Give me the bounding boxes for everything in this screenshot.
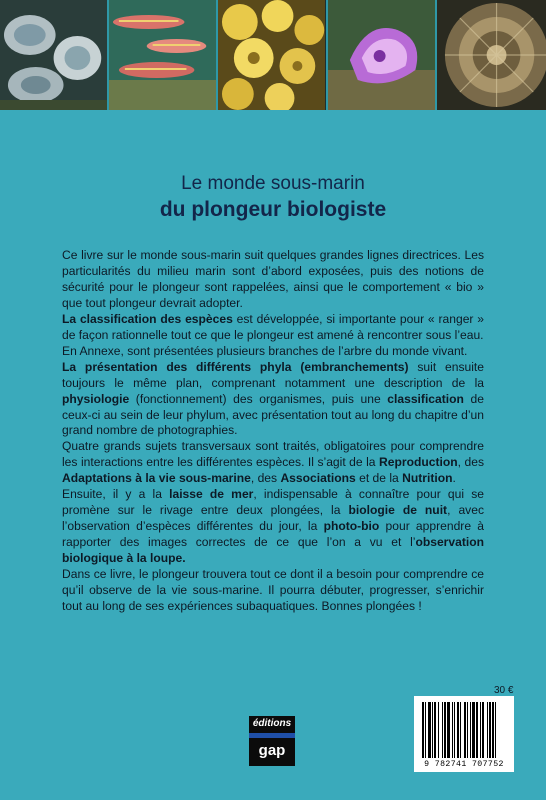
photo-yellow-sponges: [218, 0, 327, 110]
barcode: [414, 696, 514, 772]
paragraph-topics: Ensuite, il y a la laisse de mer, indispensable à connaître pour qui se promène sur le rivage entre deux plongées, la biologie de nuit, avec l’observation d’espèces différentes du jour, la photo-bio pour apprendre à rapporter des images correctes de ce que l’on a vu et l’observation biologique à la loupe.: [62, 487, 484, 566]
cover-title: [0, 172, 546, 224]
paragraph-classification: La classification des espèces est développée, si importante pour « ranger » de façon rationnelle tout ce que le plongeur est amené à rencontrer sous l’eau.: [62, 311, 485, 342]
photo-purple-nudibranch: [328, 0, 437, 110]
paragraph-subjects: Quatre grands sujets transversaux sont traités, obligatoires pour comprendre les interactions entre les différentes espèces. Il s’agit de la Reproduction, des Adaptations à la vie sous-marine, des Associations et de la Nutrition.: [62, 439, 484, 486]
title-line-1: Le monde sous-marin: [181, 173, 365, 194]
photo-red-mullet-fish: [109, 0, 218, 110]
isbn-number: 9 782741 707752: [424, 760, 504, 769]
title-line-2: du plongeur biologiste: [159, 198, 387, 221]
paragraph-conclusion: Dans ce livre, le plongeur trouvera tout ce dont il a besoin pour comprendre ce qu’il observe de la vie sous-marine. Il pourra débuter, progresser, s’enrichir tout au long de ses expériences subaquatiques. Bonnes plongées !: [62, 567, 484, 613]
photo-strip: [0, 0, 546, 110]
logo-editions-text: éditions: [252, 718, 292, 729]
back-cover-description: [62, 248, 484, 615]
logo-stripe: [249, 733, 295, 738]
barcode-bars: [420, 702, 508, 758]
paragraph-annexe: En Annexe, sont présentées plusieurs branches de l’arbre du monde vivant.: [62, 343, 468, 358]
paragraph-intro: Ce livre sur le monde sous-marin suit quelques grandes lignes directrices. Les particularités du milieu marin sont d’abord exposées, puis des notions de sécurité pour le plongeur sont rappelées, ainsi que le comportement « bio » que tout plongeur devrait adopter.: [62, 248, 484, 310]
photo-sea-fan-shells: [0, 0, 109, 110]
photo-fan-worm: [437, 0, 546, 110]
publisher-logo: [249, 716, 295, 766]
logo-gap-text: gap: [258, 742, 286, 759]
price-label: 30 €: [494, 685, 514, 696]
paragraph-phyla: La présentation des différents phyla (embranchements) suit ensuite toujours le même plan, comprenant notamment une description de la physiologie (fonctionnement) des organismes, puis une classification de ceux-ci au sein de leur phylum, avec présentation tout au long du chapitre d’un grand nombre de photographies.: [62, 359, 484, 438]
